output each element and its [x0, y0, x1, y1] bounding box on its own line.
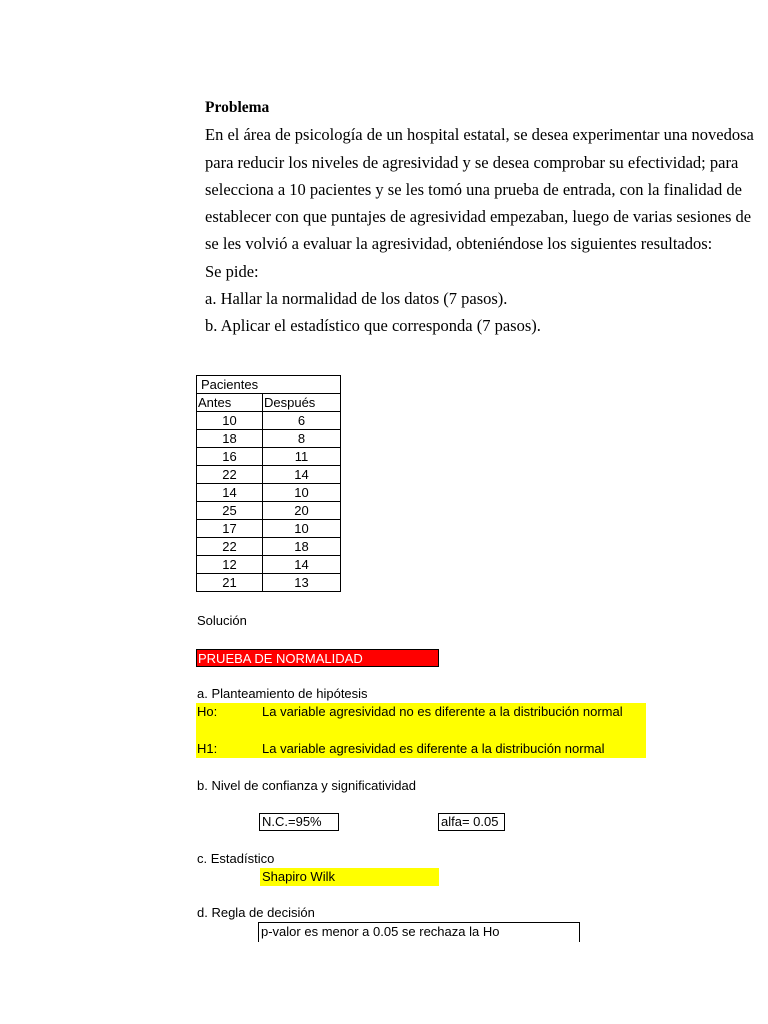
problem-line: selecciona a 10 pacientes y se les tomó una prueba de entrada, con la finalidad de	[205, 179, 742, 199]
table-header-row	[197, 376, 341, 394]
table-cell: 22	[197, 466, 263, 484]
problem-line: a. Hallar la normalidad de los datos (7 pasos).	[205, 289, 508, 309]
step-a-title: a. Planteamiento de hipótesis	[197, 686, 368, 701]
table-cell: 16	[197, 448, 263, 466]
column-header-after: Después	[263, 394, 341, 412]
table-header-row	[197, 394, 341, 412]
table-row	[197, 412, 341, 430]
problem-title: Problema	[205, 99, 270, 116]
table-row	[197, 484, 341, 502]
h1-label: H1:	[197, 741, 218, 756]
table-row	[197, 502, 341, 520]
problem-line: Se pide:	[205, 261, 259, 281]
ho-text: La variable agresividad no es diferente a la distribución normal	[262, 704, 623, 719]
step-c-title: c. Estadístico	[197, 851, 275, 866]
table-cell: 6	[263, 412, 341, 430]
table-cell: 20	[263, 502, 341, 520]
problem-statement	[205, 94, 768, 340]
solution-label: Solución	[197, 613, 247, 628]
confidence-level-box: N.C.=95%	[259, 813, 339, 831]
table-cell: 25	[197, 502, 263, 520]
table-row	[197, 556, 341, 574]
alpha-box: alfa= 0.05	[438, 813, 505, 831]
problem-line: establecer con que puntajes de agresividad empezaban, luego de varias sesiones de	[205, 207, 752, 227]
table-cell: 22	[197, 538, 263, 556]
table-cell: 10	[263, 520, 341, 538]
table-cell: 11	[263, 448, 341, 466]
table-row	[197, 430, 341, 448]
table-cell: 10	[197, 412, 263, 430]
h1-text: La variable agresividad es diferente a la distribución normal	[262, 741, 605, 756]
table-cell: 8	[263, 430, 341, 448]
table-cell: 10	[263, 484, 341, 502]
problem-line: b. Aplicar el estadístico que corresponda (7 pasos).	[205, 316, 541, 336]
table-cell: 14	[263, 556, 341, 574]
table-cell: 18	[263, 538, 341, 556]
patients-table	[196, 375, 341, 592]
column-header-before: Antes	[197, 394, 263, 412]
table-cell: 14	[197, 484, 263, 502]
ho-label: Ho:	[197, 704, 218, 719]
table-cell: 21	[197, 574, 263, 592]
statistic-value: Shapiro Wilk	[260, 868, 439, 886]
table-row	[197, 448, 341, 466]
table-row	[197, 520, 341, 538]
table-row	[197, 574, 341, 592]
problem-line: En el área de psicología de un hospital estatal, se desea experimentar una novedosa	[205, 125, 754, 145]
step-b-title: b. Nivel de confianza y significatividad	[197, 778, 416, 793]
normality-banner: PRUEBA DE NORMALIDAD	[196, 649, 439, 667]
table-cell: 18	[197, 430, 263, 448]
decision-rule-box: p-valor es menor a 0.05 se rechaza la Ho	[258, 922, 580, 942]
problem-line: se les volvió a evaluar la agresividad, obteniéndose los siguientes resultados:	[205, 234, 713, 254]
table-row	[197, 538, 341, 556]
table-cell: 12	[197, 556, 263, 574]
table-group-header: Pacientes	[197, 376, 341, 394]
table-row	[197, 466, 341, 484]
problem-line: para reducir los niveles de agresividad y se desea comprobar su efectividad; para	[205, 152, 739, 172]
step-d-title: d. Regla de decisión	[197, 905, 315, 920]
hypothesis-block	[196, 703, 646, 758]
table-cell: 17	[197, 520, 263, 538]
table-cell: 13	[263, 574, 341, 592]
table-cell: 14	[263, 466, 341, 484]
